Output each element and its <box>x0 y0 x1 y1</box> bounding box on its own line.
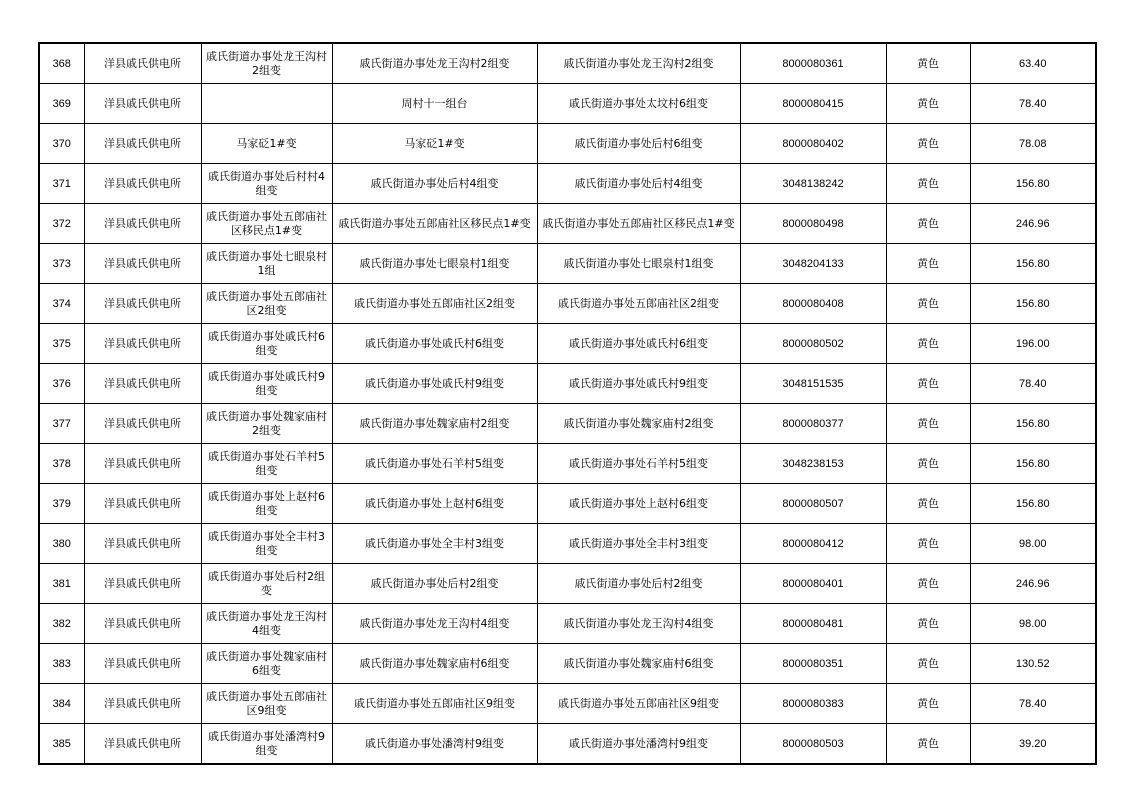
supply-unit-cell: 洋县戚氏供电所 <box>84 284 201 324</box>
capacity-value-cell: 78.40 <box>970 684 1096 724</box>
transformer-table <box>38 42 1097 765</box>
row-number-cell: 368 <box>39 43 84 84</box>
table-row <box>39 484 1096 524</box>
asset-code-cell: 3048138242 <box>740 164 886 204</box>
asset-code-cell: 8000080503 <box>740 724 886 765</box>
area-name-cell: 戚氏街道办事处后村6组变 <box>537 124 740 164</box>
supply-unit-cell: 洋县戚氏供电所 <box>84 404 201 444</box>
capacity-value-cell: 130.52 <box>970 644 1096 684</box>
warning-level-cell: 黄色 <box>886 684 970 724</box>
supply-unit-cell: 洋县戚氏供电所 <box>84 364 201 404</box>
supply-unit-cell: 洋县戚氏供电所 <box>84 564 201 604</box>
supply-unit-cell: 洋县戚氏供电所 <box>84 644 201 684</box>
capacity-value-cell: 246.96 <box>970 564 1096 604</box>
transformer-name-cell: 戚氏街道办事处龙王沟村2组变 <box>332 43 537 84</box>
warning-level-cell: 黄色 <box>886 404 970 444</box>
supply-unit-cell: 洋县戚氏供电所 <box>84 164 201 204</box>
capacity-value-cell: 156.80 <box>970 484 1096 524</box>
capacity-value-cell: 39.20 <box>970 724 1096 765</box>
transformer-name-cell: 戚氏街道办事处戚氏村9组变 <box>332 364 537 404</box>
row-number-cell: 377 <box>39 404 84 444</box>
area-name-cell: 戚氏街道办事处太坟村6组变 <box>537 84 740 124</box>
table-row <box>39 564 1096 604</box>
transformer-name-cell: 戚氏街道办事处魏家庙村6组变 <box>332 644 537 684</box>
area-name-cell: 戚氏街道办事处戚氏村9组变 <box>537 364 740 404</box>
capacity-value-cell: 98.00 <box>970 524 1096 564</box>
supply-unit-cell: 洋县戚氏供电所 <box>84 124 201 164</box>
supply-unit-cell: 洋县戚氏供电所 <box>84 604 201 644</box>
capacity-value-cell: 156.80 <box>970 444 1096 484</box>
transformer-name-cell: 戚氏街道办事处后村4组变 <box>332 164 537 204</box>
transformer-name-cell: 马家砭1#变 <box>332 124 537 164</box>
station-name-cell <box>201 84 332 124</box>
station-name-cell: 戚氏街道办事处后村2组变 <box>201 564 332 604</box>
supply-unit-cell: 洋县戚氏供电所 <box>84 84 201 124</box>
warning-level-cell: 黄色 <box>886 324 970 364</box>
asset-code-cell: 8000080401 <box>740 564 886 604</box>
warning-level-cell: 黄色 <box>886 444 970 484</box>
table-row <box>39 404 1096 444</box>
supply-unit-cell: 洋县戚氏供电所 <box>84 444 201 484</box>
row-number-cell: 378 <box>39 444 84 484</box>
table-row <box>39 164 1096 204</box>
table-row <box>39 604 1096 644</box>
station-name-cell: 戚氏街道办事处魏家庙村2组变 <box>201 404 332 444</box>
supply-unit-cell: 洋县戚氏供电所 <box>84 524 201 564</box>
table-row <box>39 84 1096 124</box>
capacity-value-cell: 63.40 <box>970 43 1096 84</box>
transformer-name-cell: 戚氏街道办事处石羊村5组变 <box>332 444 537 484</box>
transformer-name-cell: 戚氏街道办事处潘湾村9组变 <box>332 724 537 765</box>
capacity-value-cell: 78.40 <box>970 84 1096 124</box>
row-number-cell: 373 <box>39 244 84 284</box>
area-name-cell: 戚氏街道办事处戚氏村6组变 <box>537 324 740 364</box>
capacity-value-cell: 156.80 <box>970 244 1096 284</box>
area-name-cell: 戚氏街道办事处五郎庙社区移民点1#变 <box>537 204 740 244</box>
warning-level-cell: 黄色 <box>886 284 970 324</box>
table-row <box>39 444 1096 484</box>
area-name-cell: 戚氏街道办事处上赵村6组变 <box>537 484 740 524</box>
asset-code-cell: 8000080351 <box>740 644 886 684</box>
supply-unit-cell: 洋县戚氏供电所 <box>84 324 201 364</box>
warning-level-cell: 黄色 <box>886 484 970 524</box>
table-row <box>39 364 1096 404</box>
table-row <box>39 724 1096 765</box>
warning-level-cell: 黄色 <box>886 524 970 564</box>
transformer-name-cell: 戚氏街道办事处全丰村3组变 <box>332 524 537 564</box>
asset-code-cell: 8000080415 <box>740 84 886 124</box>
asset-code-cell: 8000080502 <box>740 324 886 364</box>
station-name-cell: 戚氏街道办事处五郎庙社区9组变 <box>201 684 332 724</box>
area-name-cell: 戚氏街道办事处龙王沟村2组变 <box>537 43 740 84</box>
transformer-name-cell: 戚氏街道办事处魏家庙村2组变 <box>332 404 537 444</box>
row-number-cell: 379 <box>39 484 84 524</box>
capacity-value-cell: 156.80 <box>970 284 1096 324</box>
asset-code-cell: 3048204133 <box>740 244 886 284</box>
supply-unit-cell: 洋县戚氏供电所 <box>84 484 201 524</box>
capacity-value-cell: 78.08 <box>970 124 1096 164</box>
transformer-name-cell: 戚氏街道办事处五郎庙社区2组变 <box>332 284 537 324</box>
area-name-cell: 戚氏街道办事处五郎庙社区9组变 <box>537 684 740 724</box>
station-name-cell: 戚氏街道办事处戚氏村6组变 <box>201 324 332 364</box>
transformer-name-cell: 戚氏街道办事处龙王沟村4组变 <box>332 604 537 644</box>
transformer-name-cell: 戚氏街道办事处五郎庙社区9组变 <box>332 684 537 724</box>
warning-level-cell: 黄色 <box>886 124 970 164</box>
asset-code-cell: 8000080402 <box>740 124 886 164</box>
row-number-cell: 376 <box>39 364 84 404</box>
station-name-cell: 戚氏街道办事处龙王沟村4组变 <box>201 604 332 644</box>
row-number-cell: 370 <box>39 124 84 164</box>
station-name-cell: 戚氏街道办事处上赵村6组变 <box>201 484 332 524</box>
area-name-cell: 戚氏街道办事处全丰村3组变 <box>537 524 740 564</box>
row-number-cell: 383 <box>39 644 84 684</box>
area-name-cell: 戚氏街道办事处后村2组变 <box>537 564 740 604</box>
asset-code-cell: 8000080377 <box>740 404 886 444</box>
station-name-cell: 戚氏街道办事处魏家庙村6组变 <box>201 644 332 684</box>
table-row <box>39 684 1096 724</box>
station-name-cell: 马家砭1#变 <box>201 124 332 164</box>
asset-code-cell: 3048151535 <box>740 364 886 404</box>
area-name-cell: 戚氏街道办事处魏家庙村2组变 <box>537 404 740 444</box>
station-name-cell: 戚氏街道办事处龙王沟村2组变 <box>201 43 332 84</box>
asset-code-cell: 8000080412 <box>740 524 886 564</box>
table-row <box>39 644 1096 684</box>
row-number-cell: 371 <box>39 164 84 204</box>
station-name-cell: 戚氏街道办事处石羊村5组变 <box>201 444 332 484</box>
warning-level-cell: 黄色 <box>886 364 970 404</box>
area-name-cell: 戚氏街道办事处后村4组变 <box>537 164 740 204</box>
warning-level-cell: 黄色 <box>886 564 970 604</box>
asset-code-cell: 3048238153 <box>740 444 886 484</box>
station-name-cell: 戚氏街道办事处五郎庙社区移民点1#变 <box>201 204 332 244</box>
asset-code-cell: 8000080408 <box>740 284 886 324</box>
table-row <box>39 284 1096 324</box>
transformer-name-cell: 戚氏街道办事处后村2组变 <box>332 564 537 604</box>
row-number-cell: 380 <box>39 524 84 564</box>
supply-unit-cell: 洋县戚氏供电所 <box>84 204 201 244</box>
row-number-cell: 374 <box>39 284 84 324</box>
warning-level-cell: 黄色 <box>886 84 970 124</box>
supply-unit-cell: 洋县戚氏供电所 <box>84 244 201 284</box>
row-number-cell: 385 <box>39 724 84 765</box>
transformer-name-cell: 戚氏街道办事处五郎庙社区移民点1#变 <box>332 204 537 244</box>
transformer-name-cell: 周村十一组台 <box>332 84 537 124</box>
capacity-value-cell: 98.00 <box>970 604 1096 644</box>
warning-level-cell: 黄色 <box>886 43 970 84</box>
area-name-cell: 戚氏街道办事处石羊村5组变 <box>537 444 740 484</box>
supply-unit-cell: 洋县戚氏供电所 <box>84 684 201 724</box>
area-name-cell: 戚氏街道办事处龙王沟村4组变 <box>537 604 740 644</box>
capacity-value-cell: 156.80 <box>970 404 1096 444</box>
warning-level-cell: 黄色 <box>886 204 970 244</box>
warning-level-cell: 黄色 <box>886 604 970 644</box>
table-row <box>39 524 1096 564</box>
area-name-cell: 戚氏街道办事处七眼泉村1组变 <box>537 244 740 284</box>
row-number-cell: 381 <box>39 564 84 604</box>
capacity-value-cell: 156.80 <box>970 164 1096 204</box>
row-number-cell: 375 <box>39 324 84 364</box>
area-name-cell: 戚氏街道办事处魏家庙村6组变 <box>537 644 740 684</box>
transformer-name-cell: 戚氏街道办事处七眼泉村1组变 <box>332 244 537 284</box>
warning-level-cell: 黄色 <box>886 164 970 204</box>
supply-unit-cell: 洋县戚氏供电所 <box>84 724 201 765</box>
station-name-cell: 戚氏街道办事处五郎庙社区2组变 <box>201 284 332 324</box>
table-row <box>39 43 1096 84</box>
transformer-name-cell: 戚氏街道办事处上赵村6组变 <box>332 484 537 524</box>
table-row <box>39 324 1096 364</box>
row-number-cell: 384 <box>39 684 84 724</box>
capacity-value-cell: 78.40 <box>970 364 1096 404</box>
warning-level-cell: 黄色 <box>886 644 970 684</box>
station-name-cell: 戚氏街道办事处戚氏村9组变 <box>201 364 332 404</box>
table-row <box>39 204 1096 244</box>
table-row <box>39 244 1096 284</box>
asset-code-cell: 8000080507 <box>740 484 886 524</box>
warning-level-cell: 黄色 <box>886 244 970 284</box>
area-name-cell: 戚氏街道办事处潘湾村9组变 <box>537 724 740 765</box>
warning-level-cell: 黄色 <box>886 724 970 765</box>
table-body <box>39 43 1096 764</box>
asset-code-cell: 8000080361 <box>740 43 886 84</box>
supply-unit-cell: 洋县戚氏供电所 <box>84 43 201 84</box>
row-number-cell: 369 <box>39 84 84 124</box>
asset-code-cell: 8000080383 <box>740 684 886 724</box>
asset-code-cell: 8000080498 <box>740 204 886 244</box>
row-number-cell: 372 <box>39 204 84 244</box>
station-name-cell: 戚氏街道办事处七眼泉村1组 <box>201 244 332 284</box>
row-number-cell: 382 <box>39 604 84 644</box>
table-row <box>39 124 1096 164</box>
area-name-cell: 戚氏街道办事处五郎庙社区2组变 <box>537 284 740 324</box>
station-name-cell: 戚氏街道办事处全丰村3组变 <box>201 524 332 564</box>
transformer-name-cell: 戚氏街道办事处戚氏村6组变 <box>332 324 537 364</box>
station-name-cell: 戚氏街道办事处后村村4组变 <box>201 164 332 204</box>
capacity-value-cell: 196.00 <box>970 324 1096 364</box>
capacity-value-cell: 246.96 <box>970 204 1096 244</box>
asset-code-cell: 8000080481 <box>740 604 886 644</box>
station-name-cell: 戚氏街道办事处潘湾村9组变 <box>201 724 332 765</box>
